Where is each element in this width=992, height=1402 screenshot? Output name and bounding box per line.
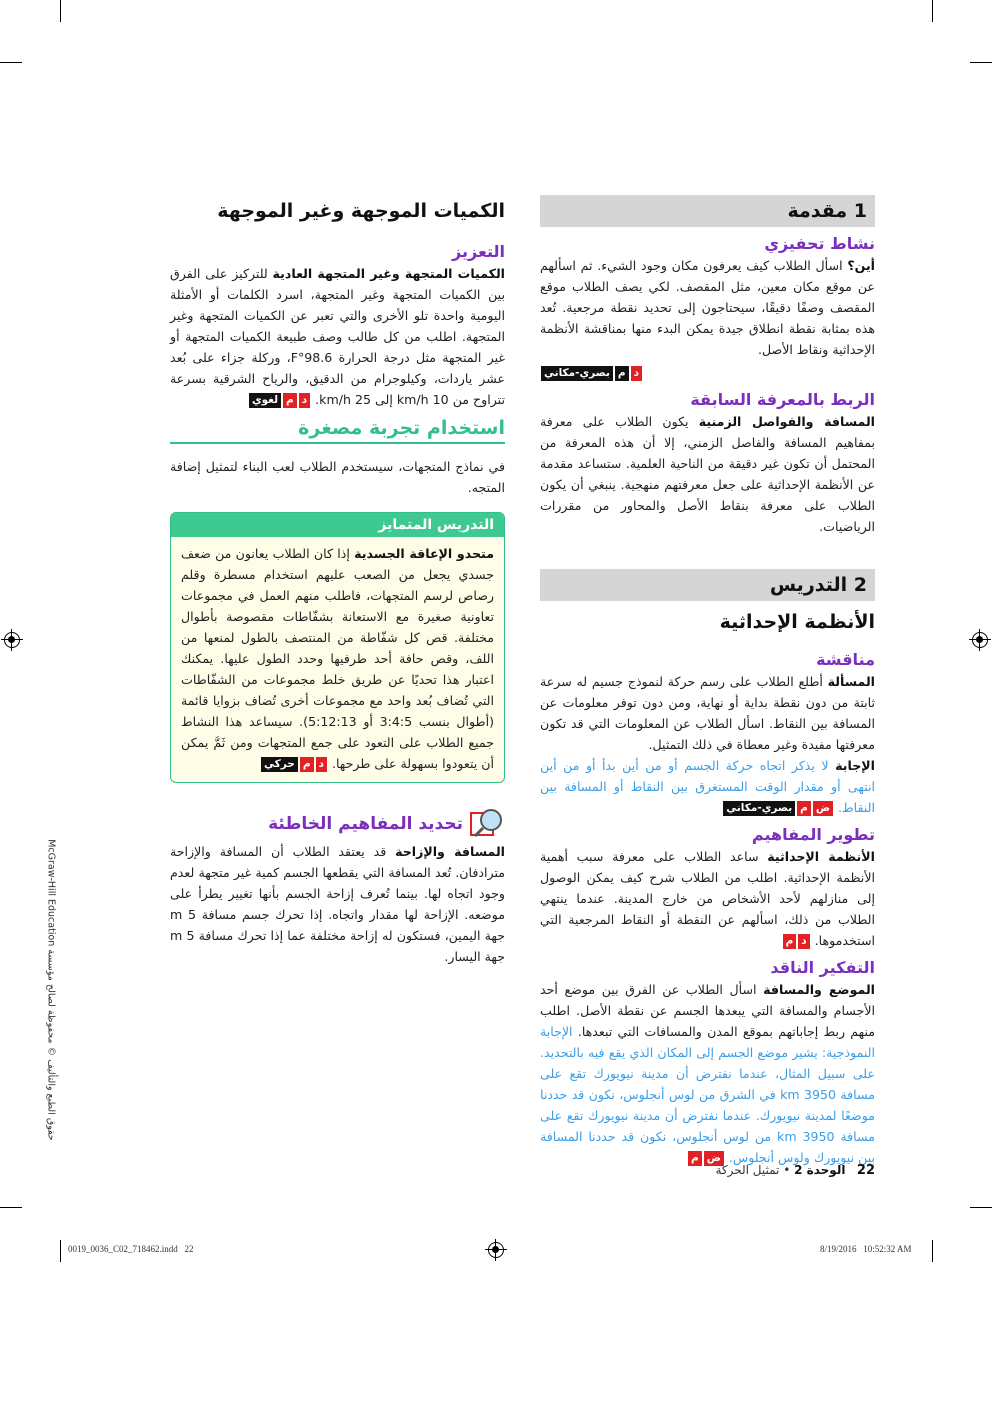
- page-number: 22: [856, 1163, 875, 1178]
- discussion-answer: الإجابة لا يذكر اتجاه حركة الجسم أو من أين بدأ أو من أين انتهى أو مقدار الوقت المستغرق بين النقاط أو المسافة بين النقاط. ضمبصري-مكاني: [540, 758, 875, 815]
- badge-d: د: [798, 934, 809, 949]
- badge-d: د: [631, 366, 642, 381]
- section-2-header: [540, 569, 875, 601]
- motivation-heading: نشاط تحفيزي: [764, 234, 875, 253]
- badge-m: م: [615, 366, 629, 381]
- file-name: 0019_0036_C02_718462.indd 22: [68, 1244, 194, 1254]
- differentiated-heading: التدريس المتمايز: [171, 513, 504, 537]
- magnifier-icon: [469, 807, 505, 841]
- differentiated-box: [170, 512, 505, 783]
- registration-mark-left: [4, 632, 20, 648]
- mini-lab-text: في نماذج المتجهات، سيستخدم الطلاب لعب البناء لتمثيل إضافة المتجه.: [170, 459, 505, 495]
- badge-kinesthetic: حركي: [261, 757, 298, 772]
- reinforce-heading: التعزيز: [452, 242, 505, 261]
- badge-m: م: [283, 393, 297, 408]
- copyright-vertical: حقوق الطبع والتأليف © محفوظة لصالح مؤسسة McGraw-Hill Education: [45, 839, 57, 1141]
- badge-z: ض: [704, 1151, 724, 1166]
- badge-z: ض: [813, 801, 833, 816]
- badge-visual-spatial: بصري-مكاني: [541, 366, 613, 381]
- discussion-heading: مناقشة: [816, 650, 875, 669]
- motivation-block: [540, 233, 875, 383]
- unit-label: الوحدة 2: [794, 1163, 846, 1177]
- registration-mark-right: [972, 632, 988, 648]
- critical-text: الموضع والمسافة اسأل الطلاب عن الفرق بين موضع أحد الأجسام والمسافة التي يبعدها الجسم عن نقطة الأصل. اطلب منهم ربط إجاباتهم بموقع المدن والمسافات التي تبعدها. الإجابة النموذجية: يشير موضع الجسم إلى المكان الذي يقع فيه بالتحديد. على سبيل المثال، عندما نفترض أن مدينة نيويورك تقع على مسافة 3950 km في الشرق من لوس أنجلوس، نكون قد حددنا موضعًا لمدينة نيويورك. عندما نفترض أن مدينة نيويورك تقع على مسافة 3950 km من لوس أنجلوس، نكون قد حددنا المسافة بين نيويورك ولوس أنجلوس. ضم: [540, 982, 875, 1165]
- unit-title: تمثيل الحركة: [715, 1163, 780, 1177]
- badge-m: م: [783, 934, 797, 949]
- left-column: [170, 195, 505, 967]
- badge-m: م: [797, 801, 811, 816]
- misconception-text: المسافة والإزاحة قد يعتقد الطلاب أن المسافة والإزاحة مترادفان. تُعد المسافة التي يقطعها الجسم كمية غير متجهة لعدم وجود اتجاه لها. بينما تُعرف إزاحة الجسم بأنها تغيير يطرأ على موضعه. الإزاحة لها مقدار واتجاه. إذا تحرك جسم مسافة 5 m جهة اليمين، فستكون له إزاحة مختلفة عما إذا تحرك مسافة 5 m جهة اليسار.: [170, 844, 506, 964]
- prior-heading: الربط بالمعرفة السابقة: [690, 390, 875, 409]
- prior-knowledge-block: [540, 389, 875, 537]
- reinforce-text: الكميات المتجهة وغير المتجهة العادية للتركيز على الفرق بين الكميات المتجهة وغير المتجهة، اسرد الكلمات أو الأمثلة اليومية واحدة تلو الأخرى والتي تعبر عن الكميات المتجهة وغير المتجهة. اطلب من كل طالب وصف طبيعة الكميات المتجهة أو غير المتجهة مثل درجة الحرارة 98.6°F، وركلة جزاء على بُعد عشر ياردات، وكيلوجرام من الدقيق، والرياح الشرقية بسرعة تتراوح من 10 km/h إلى 25 km/h. دملغوي: [170, 266, 506, 407]
- develop-text: الأنظمة الإحداثية ساعد الطلاب على معرفة سبب أهمية الأنظمة الإحداثية. اطلب من الطلاب شرح كيف يمكن الوصول إلى منازلهم لأحد الأشخاص من خارج المدينة. عندما ينتهي الطلاب من ذلك، اسألهم عن النقطة أو النقاط المرجعية التي استخدموها. دم: [540, 849, 875, 948]
- badge-visual-spatial: بصري-مكاني: [723, 801, 795, 816]
- misconception-heading: تحديد المفاهيم الخاطئة: [268, 814, 463, 834]
- badge-m: م: [300, 757, 314, 772]
- right-column: [540, 195, 875, 1168]
- critical-thinking-block: [540, 957, 875, 1168]
- develop-heading: تطوير المفاهيم: [751, 825, 875, 844]
- section-2-title: 2 التدريس: [769, 573, 867, 596]
- badge-m: م: [688, 1151, 702, 1166]
- prior-text: المسافة والفواصل الزمنية يكون الطلاب على معرفة بمفاهيم المسافة والفاصل الزمني، إلا أن هذه المعرفة من المحتمل أن تكون غير دقيقة من الناحية العلمية. ستساعد مقدمة عن الأنظمة الإحداثية على جعل معرفتهم منهجية. ينبغي أن يكون الطلاب على معرفة بنقاط الأصل والمحاور من مقررات الرياضيات.: [540, 414, 875, 534]
- badge-d: د: [316, 757, 327, 772]
- coordinate-systems-title: الأنظمة الإحداثية: [719, 611, 875, 633]
- page-footer: 22 الوحدة 2 • تمثيل الحركة: [715, 1163, 875, 1178]
- misconception-header: [170, 807, 505, 841]
- timestamp: 8/19/2016 10:52:32 AM: [820, 1244, 912, 1254]
- motivation-badges: [540, 362, 875, 383]
- vector-title: الكميات الموجهة وغير الموجهة: [217, 200, 505, 222]
- mini-lab-heading-wrap: [170, 414, 505, 444]
- critical-heading: التفكير الناقد: [770, 958, 875, 977]
- differentiated-text: متحدو الإعاقة الجسدية إذا كان الطلاب يعانون من ضعف جسدي يجعل من الصعب عليهم استخدام مسطرة وقلم رصاص لرسم المتجهات، فاطلب منهم العمل في مجموعات تعاونية صغيرة مع الاستعانة بشفّاطات مقصوصة بأطوال مختلفة. قص كل شفّاطة من المنتصف بالطول لمنعها من اللف، وقص حافة أحد طرفيها وحدد الطول عليها. يمكنك اعتبار هذا تحديًا عن طريق خلط مجموعات من الشفّاطات التي تُضاف بُعد واحد مع مجموعات أخرى تُضاف بزوايا قائمة (أطوال بنسب 3:4:5 أو 5:12:13). سيساعد هذا النشاط جميع الطلاب على التعود على جمع المتجهات ومن ثَمَّ يمكن أن يتعودوا بسهولة على طرحها. دمحركي: [181, 546, 494, 771]
- badge-d: د: [299, 393, 310, 408]
- discussion-block: [540, 649, 875, 818]
- badge-linguistic: لغوي: [249, 393, 281, 408]
- section-1-header: [540, 195, 875, 227]
- motivation-text: أين؟ اسأل الطلاب كيف يعرفون مكان وجود الشيء. ثم اسألهم عن موقع مكان معين، مثل المقصف. لكي يصف الطلاب موقع المقصف وصفًا دقيقًا، سيحتاجون إلى تحديد نقطة مرجعية. تُعد هذه بمثابة نقطة انطلاق جيدة يمكن البدء منها بمناقشة الأنظمة الإحداثية ونقاط الأصل.: [540, 258, 875, 357]
- develop-concept-block: [540, 824, 875, 951]
- misconception-block: [170, 807, 505, 967]
- mini-lab-heading: استخدام تجربة مصغرة: [298, 417, 505, 439]
- registration-mark-bottom: [488, 1242, 504, 1258]
- section-1-title: 1 مقدمة: [787, 199, 867, 222]
- discussion-text: المسألة أطلع الطلاب على رسم حركة لنموذج جسيم له سرعة ثابتة من دون نقطة بداية أو نهاية، ومن دون توفر معلومات عن المسافة بين النقاط. اسأل الطلاب عن المعلومات التي قد تكون معرفتها مفيدة وغير معطاة في ذلك التمثيل.: [540, 674, 875, 752]
- reinforce-block: [170, 241, 505, 410]
